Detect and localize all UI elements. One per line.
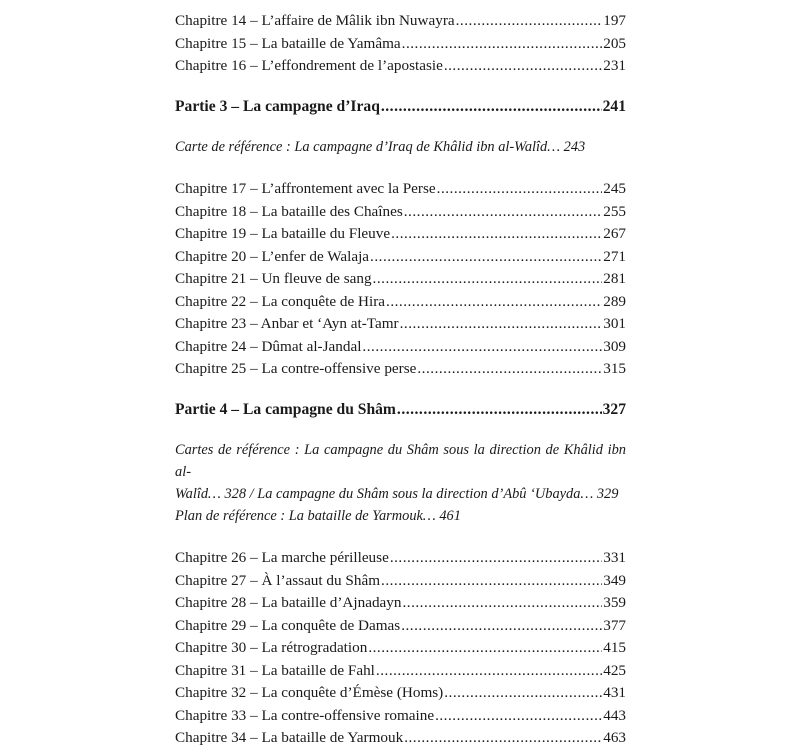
toc-entry xyxy=(175,178,626,201)
page-number: 205 xyxy=(603,34,626,52)
leader-dots xyxy=(402,592,602,615)
chapter-title: Chapitre 17 – L’affrontement avec la Perse xyxy=(175,180,436,197)
table-of-contents xyxy=(175,10,626,750)
page-number: 231 xyxy=(603,57,626,74)
leader-dots xyxy=(435,705,602,728)
toc-entry xyxy=(175,291,626,314)
leader-dots xyxy=(437,178,603,201)
leader-dots xyxy=(417,358,602,381)
leader-dots xyxy=(381,570,602,593)
chapter-title: Chapitre 19 – La bataille du Fleuve xyxy=(175,225,391,242)
chapter-title: Chapitre 28 – La bataille d’Ajnadayn xyxy=(175,594,402,611)
chapter-title: Chapitre 15 – La bataille de Yamâma xyxy=(175,34,401,52)
toc-entry xyxy=(175,727,626,750)
reference-note xyxy=(175,136,626,158)
chapter-title: Chapitre 21 – Un fleuve de sang xyxy=(175,270,372,287)
page-number: 377 xyxy=(603,616,626,634)
toc-entry xyxy=(175,637,626,660)
page-number: 415 xyxy=(603,639,626,656)
chapter-title: Chapitre 32 – La conquête d’Émèse (Homs) xyxy=(175,684,444,701)
reference-note-line: Cartes de référence : La campagne du Shâm sous la direction de Khâlid ibn al- xyxy=(175,442,626,480)
leader-dots xyxy=(373,268,603,291)
toc-entry xyxy=(175,682,626,705)
chapter-title: Chapitre 27 – À l’assaut du Shâm xyxy=(175,571,381,589)
chapter-title: Chapitre 23 – Anbar et ‘Ayn at-Tamr xyxy=(175,315,399,332)
chapter-title: Chapitre 26 – La marche périlleuse xyxy=(175,549,389,566)
page-number: 327 xyxy=(602,400,626,418)
leader-dots xyxy=(401,615,602,638)
chapter-title: Chapitre 31 – La bataille de Fahl xyxy=(175,661,375,679)
toc-entry xyxy=(175,592,626,615)
leader-dots xyxy=(362,336,602,359)
page-number: 301 xyxy=(603,315,626,332)
reference-note-line: Plan de référence : La bataille de Yarmouk… 461 xyxy=(175,508,461,524)
page-number: 443 xyxy=(603,706,626,724)
page-number: 241 xyxy=(602,97,626,115)
leader-dots xyxy=(402,33,603,56)
toc-entry xyxy=(175,246,626,269)
leader-dots xyxy=(400,313,603,336)
part-title: Partie 4 – La campagne du Shâm xyxy=(175,400,396,418)
leader-dots xyxy=(381,96,602,119)
part-title: Partie 3 – La campagne d’Iraq xyxy=(175,97,380,115)
chapter-title: Chapitre 25 – La contre-offensive perse xyxy=(175,360,417,377)
leader-dots xyxy=(368,637,602,660)
chapter-title: Chapitre 16 – L’effondrement de l’apostasie xyxy=(175,57,443,74)
leader-dots xyxy=(370,246,602,269)
chapter-title: Chapitre 30 – La rétrogradation xyxy=(175,639,368,656)
toc-entry xyxy=(175,10,626,33)
toc-entry xyxy=(175,223,626,246)
toc-entry xyxy=(175,660,626,683)
page-number: 431 xyxy=(603,684,626,701)
page-number: 309 xyxy=(603,337,626,355)
reference-note xyxy=(175,439,626,527)
leader-dots xyxy=(404,201,602,224)
page-number: 267 xyxy=(603,225,626,242)
leader-dots xyxy=(390,547,602,570)
reference-note-line: Walîd… 328 / La campagne du Shâm sous la direction d’Abû ‘Ubayda… 329 xyxy=(175,486,619,502)
leader-dots xyxy=(444,55,602,78)
page-number: 331 xyxy=(603,549,626,566)
toc-entry xyxy=(175,313,626,336)
leader-dots xyxy=(391,223,602,246)
toc-entry xyxy=(175,547,626,570)
toc-entry xyxy=(175,358,626,381)
toc-entry xyxy=(175,268,626,291)
toc-entry xyxy=(175,705,626,728)
chapter-title: Chapitre 14 – L’affaire de Mâlik ibn Nuwayra xyxy=(175,12,455,29)
part-heading xyxy=(175,96,626,119)
page-number: 349 xyxy=(603,571,626,589)
toc-entry xyxy=(175,33,626,56)
page-number: 245 xyxy=(603,180,626,197)
chapter-title: Chapitre 29 – La conquête de Damas xyxy=(175,616,401,634)
chapter-title: Chapitre 24 – Dûmat al-Jandal xyxy=(175,337,362,355)
page-number: 463 xyxy=(603,729,626,746)
page-number: 281 xyxy=(603,270,626,287)
page-number: 255 xyxy=(603,202,626,220)
toc-entry xyxy=(175,615,626,638)
page-number: 289 xyxy=(603,292,626,310)
reference-note-line: Carte de référence : La campagne d’Iraq de Khâlid ibn al-Walîd… 243 xyxy=(175,139,586,155)
leader-dots xyxy=(444,682,602,705)
leader-dots xyxy=(386,291,602,314)
toc-entry xyxy=(175,201,626,224)
toc-entry xyxy=(175,336,626,359)
page-number: 315 xyxy=(603,360,626,377)
chapter-title: Chapitre 22 – La conquête de Hira xyxy=(175,292,386,310)
leader-dots xyxy=(456,10,603,33)
leader-dots xyxy=(376,660,602,683)
chapter-title: Chapitre 33 – La contre-offensive romaine xyxy=(175,706,435,724)
leader-dots xyxy=(404,727,602,750)
page-number: 425 xyxy=(603,661,626,679)
chapter-title: Chapitre 20 – L’enfer de Walaja xyxy=(175,247,370,265)
leader-dots xyxy=(397,399,602,422)
page-number: 359 xyxy=(603,594,626,611)
page-number: 197 xyxy=(603,12,626,29)
chapter-title: Chapitre 18 – La bataille des Chaînes xyxy=(175,202,403,220)
toc-entry xyxy=(175,55,626,78)
toc-entry xyxy=(175,570,626,593)
part-heading xyxy=(175,399,626,422)
chapter-title: Chapitre 34 – La bataille de Yarmouk xyxy=(175,729,404,746)
page-number: 271 xyxy=(603,247,626,265)
